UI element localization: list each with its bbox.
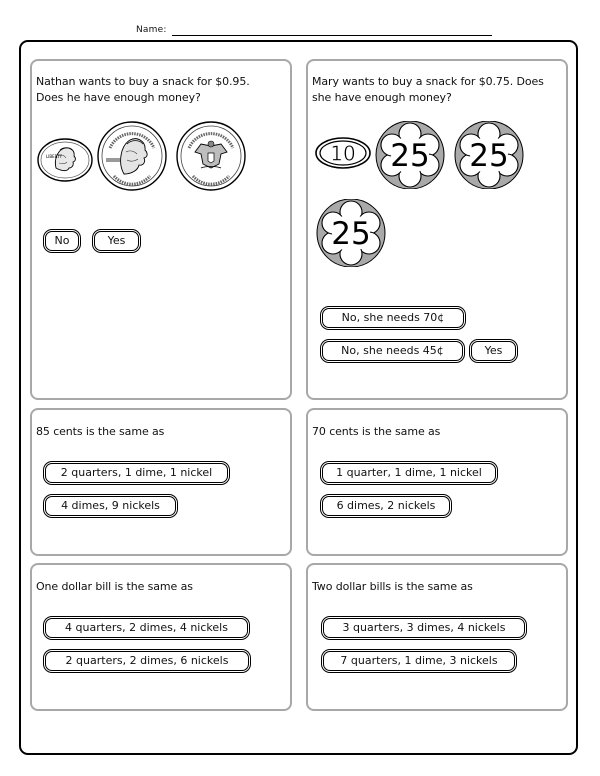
question-1-line2: Does he have enough money? bbox=[36, 91, 201, 104]
answer-option-2[interactable]: 4 dimes, 9 nickels bbox=[45, 496, 176, 516]
question-2-line2: she have enough money? bbox=[312, 91, 452, 104]
answer-option-yes[interactable]: Yes bbox=[471, 341, 516, 361]
quarter-25-coin-icon-1 bbox=[372, 121, 448, 189]
question-panel-4 bbox=[306, 408, 568, 556]
question-1-line1: Nathan wants to buy a snack for $0.95. bbox=[36, 75, 250, 88]
question-panel-2 bbox=[306, 59, 568, 400]
question-3-text: 85 cents is the same as bbox=[36, 425, 165, 438]
quarter-heads-coin-icon bbox=[96, 120, 168, 192]
question-5-text: One dollar bill is the same as bbox=[36, 580, 193, 593]
dime-coin-icon bbox=[36, 136, 94, 184]
answer-option-2[interactable]: 7 quarters, 1 dime, 3 nickels bbox=[323, 651, 515, 671]
quarter-25-coin-icon-2 bbox=[451, 121, 527, 189]
quarter-value-label: 25 bbox=[331, 216, 371, 252]
answer-option-needs-70[interactable]: No, she needs 70¢ bbox=[322, 308, 464, 328]
answer-option-1[interactable]: 4 quarters, 2 dimes, 4 nickels bbox=[45, 618, 248, 638]
answer-option-yes[interactable]: Yes bbox=[94, 231, 139, 251]
question-panel-1 bbox=[30, 59, 292, 400]
svg-text:LIBERTY: LIBERTY bbox=[46, 154, 63, 159]
dime-10-coin-icon bbox=[314, 136, 372, 170]
name-input-line[interactable] bbox=[172, 35, 492, 36]
answer-option-1[interactable]: 1 quarter, 1 dime, 1 nickel bbox=[322, 463, 496, 483]
answer-option-1[interactable]: 3 quarters, 3 dimes, 4 nickels bbox=[323, 618, 525, 638]
question-panel-3 bbox=[30, 408, 292, 556]
quarter-25-coin-icon-3 bbox=[313, 199, 389, 267]
name-row bbox=[0, 25, 600, 41]
question-panel-6 bbox=[306, 563, 568, 711]
name-label: Name: bbox=[136, 25, 167, 35]
quarter-eagle-coin-icon bbox=[175, 120, 247, 192]
question-2-line1: Mary wants to buy a snack for $0.75. Does bbox=[312, 75, 544, 88]
question-6-text: Two dollar bills is the same as bbox=[312, 580, 473, 593]
question-2-text bbox=[312, 74, 544, 106]
question-4-text: 70 cents is the same as bbox=[312, 425, 441, 438]
question-panel-5 bbox=[30, 563, 292, 711]
dime-value-label: 10 bbox=[330, 141, 356, 166]
answer-option-2[interactable]: 6 dimes, 2 nickels bbox=[322, 496, 450, 516]
answer-option-2[interactable]: 2 quarters, 2 dimes, 6 nickels bbox=[45, 651, 249, 671]
answer-option-no[interactable]: No bbox=[45, 231, 79, 251]
question-1-text bbox=[36, 74, 250, 106]
answer-option-1[interactable]: 2 quarters, 1 dime, 1 nickel bbox=[45, 463, 228, 483]
quarter-value-label: 25 bbox=[469, 138, 509, 174]
answer-option-needs-45[interactable]: No, she needs 45¢ bbox=[322, 341, 463, 361]
quarter-value-label: 25 bbox=[390, 138, 430, 174]
